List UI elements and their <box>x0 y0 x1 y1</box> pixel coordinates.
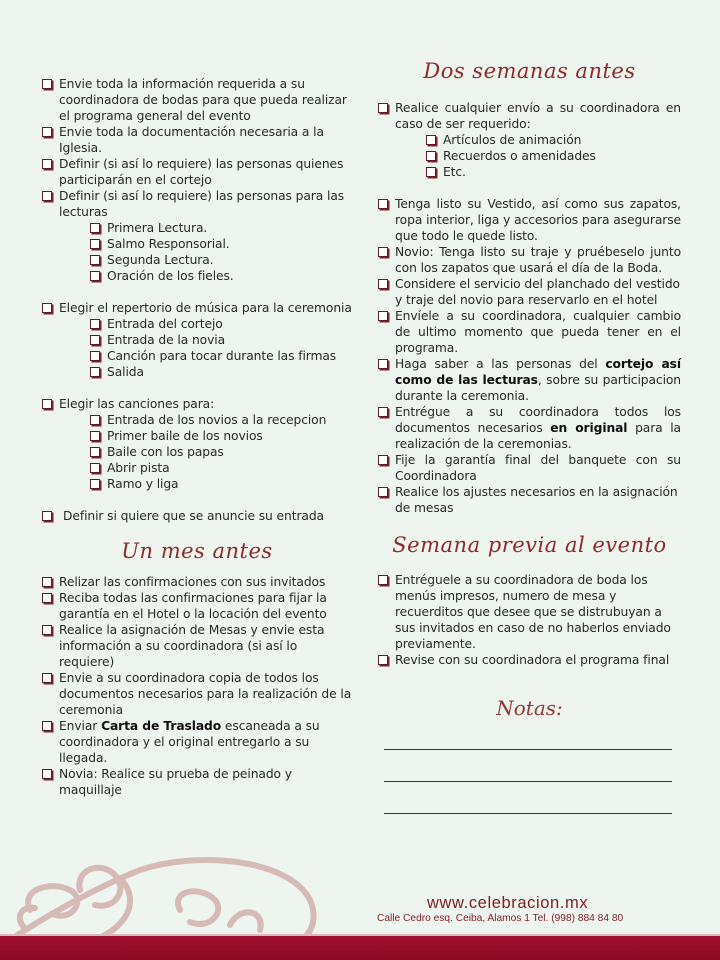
checklist-subitem[interactable]: Segunda Lectura. <box>90 252 352 268</box>
checklist-subitem[interactable]: Canción para tocar durante las firmas <box>90 348 352 364</box>
checklist-subitem[interactable]: Salida <box>90 364 352 380</box>
checklist-subitem[interactable]: Entrada de la novia <box>90 332 352 348</box>
right-column <box>378 58 681 668</box>
checkbox-icon[interactable] <box>42 769 52 779</box>
website-link[interactable]: www.celebracion.mx <box>427 894 589 912</box>
checklist-item[interactable]: Envie toda la documentación necesaria a la Iglesia. <box>42 124 352 156</box>
checklist-item[interactable]: Envíele a su coordinadora, cualquier cambio de ultimo momento que pueda tener en el programa. <box>378 308 681 356</box>
checklist-item[interactable]: Envie toda la información requerida a su coordinadora de bodas para que pueda realizar el programa general del evento <box>42 76 352 124</box>
checkbox-icon[interactable] <box>42 673 52 683</box>
note-line[interactable] <box>384 749 672 750</box>
section-heading-un-mes-antes: Un mes antes <box>121 539 273 563</box>
checkbox-icon[interactable] <box>90 431 100 441</box>
checklist-item[interactable]: Elegir las canciones para: <box>42 396 352 412</box>
checklist-subitem[interactable]: Artículos de animación <box>426 132 681 148</box>
checkbox-icon[interactable] <box>90 319 100 329</box>
checklist-subitem[interactable]: Primera Lectura. <box>90 220 352 236</box>
checkbox-icon[interactable] <box>378 247 388 257</box>
checkbox-icon[interactable] <box>378 311 388 321</box>
checklist-item[interactable]: Realice cualquier envío a su coordinadora en caso de ser requerido: <box>378 100 681 132</box>
checkbox-icon[interactable] <box>378 575 388 585</box>
checklist-item[interactable]: Definir si quiere que se anuncie su entrada <box>42 508 352 524</box>
checkbox-icon[interactable] <box>426 135 436 145</box>
checkbox-icon[interactable] <box>90 239 100 249</box>
checkbox-icon[interactable] <box>90 351 100 361</box>
checklist-subitem[interactable]: Etc. <box>426 164 681 180</box>
checklist-subitem[interactable]: Ramo y liga <box>90 476 352 492</box>
checkbox-icon[interactable] <box>42 303 52 313</box>
checkbox-icon[interactable] <box>90 415 100 425</box>
checkbox-icon[interactable] <box>42 577 52 587</box>
emphasis-text: cortejo así como de las lecturas <box>395 357 681 387</box>
checklist-item[interactable]: Realice la asignación de Mesas y envie esta información a su coordinadora (si así lo requiere) <box>42 622 352 670</box>
checkbox-icon[interactable] <box>378 407 388 417</box>
checklist-subitem[interactable]: Entrada de los novios a la recepcion <box>90 412 352 428</box>
section-heading-dos-semanas-antes: Dos semanas antes <box>423 59 636 83</box>
checkbox-icon[interactable] <box>378 359 388 369</box>
checkbox-icon[interactable] <box>42 191 52 201</box>
checkbox-icon[interactable] <box>426 167 436 177</box>
checklist-item[interactable]: Novia: Realice su prueba de peinado y maquillaje <box>42 766 352 798</box>
checkbox-icon[interactable] <box>42 399 52 409</box>
checklist-subitem[interactable]: Primer baile de los novios <box>90 428 352 444</box>
bottom-bar <box>0 934 720 960</box>
checkbox-icon[interactable] <box>426 151 436 161</box>
checkbox-icon[interactable] <box>42 625 52 635</box>
checklist-subitem[interactable]: Oración de los fieles. <box>90 268 352 284</box>
checkbox-icon[interactable] <box>90 335 100 345</box>
checkbox-icon[interactable] <box>42 127 52 137</box>
checkbox-icon[interactable] <box>378 199 388 209</box>
checklist-subitem[interactable]: Salmo Responsorial. <box>90 236 352 252</box>
checklist-item[interactable]: Entréguele a su coordinadora de boda los menús impresos, numero de mesa y recuerditos que desee que se distrubuyan a sus invitados en caso de no haberlos enviado previamente. <box>378 572 681 652</box>
left-column <box>42 76 352 798</box>
checklist-item[interactable]: Novio: Tenga listo su traje y pruébeselo junto con los zapatos que usará el día de la Boda. <box>378 244 681 276</box>
checkbox-icon[interactable] <box>378 455 388 465</box>
checklist-item[interactable]: Entrégue a su coordinadora todos los documentos necesarios en original para la realización de la ceremonias. <box>378 404 681 452</box>
checklist-subitem[interactable]: Baile con los papas <box>90 444 352 460</box>
checklist-item[interactable]: Considere el servicio del planchado del vestido y traje del novio para reservarlo en el hotel <box>378 276 681 308</box>
checkbox-icon[interactable] <box>378 279 388 289</box>
emphasis-text: Carta de Traslado <box>101 719 222 733</box>
checkbox-icon[interactable] <box>42 593 52 603</box>
checkbox-icon[interactable] <box>90 447 100 457</box>
checklist-item[interactable]: Elegir el repertorio de música para la ceremonia <box>42 300 352 316</box>
checklist-item[interactable]: Enviar Carta de Traslado escaneada a su coordinadora y el original entregarlo a su llegada. <box>42 718 352 766</box>
checklist-item[interactable]: Reciba todas las confirmaciones para fijar la garantía en el Hotel o la locación del evento <box>42 590 352 622</box>
checklist-item[interactable]: Relizar las confirmaciones con sus invitados <box>42 574 352 590</box>
checklist-item[interactable]: Envie a su coordinadora copia de todos los documentos necesarios para la realización de la ceremonia <box>42 670 352 718</box>
checkbox-icon[interactable] <box>42 511 52 521</box>
checkbox-icon[interactable] <box>378 103 388 113</box>
checkbox-icon[interactable] <box>90 463 100 473</box>
checkbox-icon[interactable] <box>90 223 100 233</box>
checkbox-icon[interactable] <box>90 255 100 265</box>
checkbox-icon[interactable] <box>90 479 100 489</box>
checklist-item[interactable]: Tenga listo su Vestido, así como sus zapatos, ropa interior, liga y accesorios para asegurarse que todo le quede listo. <box>378 196 681 244</box>
checklist-item[interactable]: Revise con su coordinadora el programa final <box>378 652 681 668</box>
checkbox-icon[interactable] <box>42 159 52 169</box>
checklist-item[interactable]: Definir (si así lo requiere) las personas quienes participarán en el cortejo <box>42 156 352 188</box>
section-heading-semana-previa: Semana previa al evento <box>392 533 667 557</box>
checkbox-icon[interactable] <box>42 721 52 731</box>
note-line[interactable] <box>384 813 672 814</box>
checklist-subitem[interactable]: Entrada del cortejo <box>90 316 352 332</box>
checkbox-icon[interactable] <box>378 487 388 497</box>
checklist-subitem[interactable]: Recuerdos o amenidades <box>426 148 681 164</box>
notes-heading: Notas: <box>496 696 563 720</box>
emphasis-text: en original <box>550 421 628 435</box>
checklist-item[interactable]: Definir (si así lo requiere) las personas para las lecturas <box>42 188 352 220</box>
checkbox-icon[interactable] <box>378 655 388 665</box>
checkbox-icon[interactable] <box>90 367 100 377</box>
checkbox-icon[interactable] <box>90 271 100 281</box>
checklist-item[interactable]: Fije la garantía final del banquete con su Coordinadora <box>378 452 681 484</box>
checklist-subitem[interactable]: Abrir pista <box>90 460 352 476</box>
address-text: Calle Cedro esq. Ceiba, Alamos 1 Tel. (998) 884 84 80 <box>377 913 624 924</box>
checklist-item[interactable]: Realice los ajustes necesarios en la asignación de mesas <box>378 484 681 516</box>
checklist-item[interactable]: Haga saber a las personas del cortejo así como de las lecturas, sobre su participacion durante la ceremonia. <box>378 356 681 404</box>
note-line[interactable] <box>384 781 672 782</box>
checkbox-icon[interactable] <box>42 79 52 89</box>
